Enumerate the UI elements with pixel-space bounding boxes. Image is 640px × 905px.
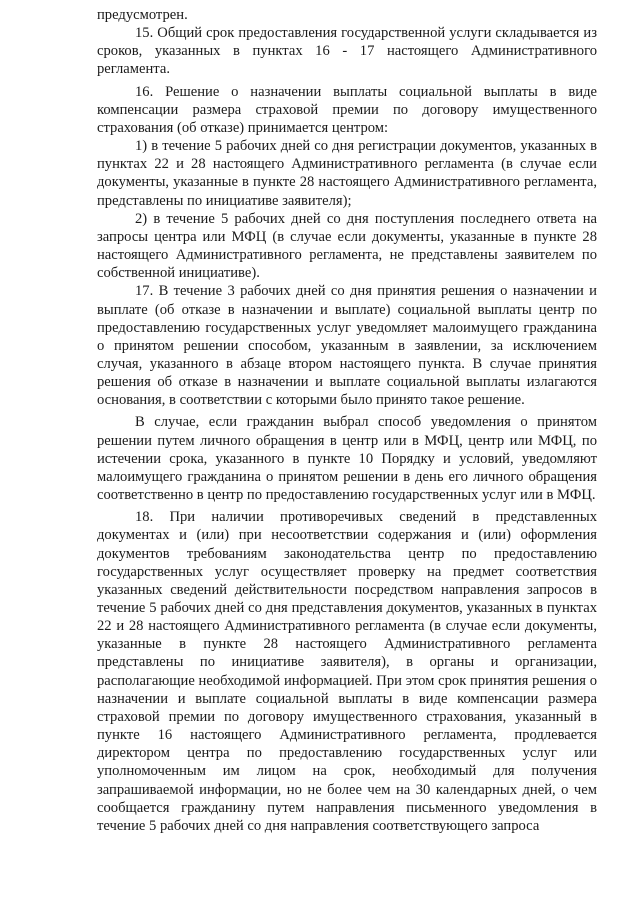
paragraph-item-16-subitem-2: 2) в течение 5 рабочих дней со дня поступления последнего ответа на запросы центра или МФЦ (в случае если документы, указанные в пункте 28 настоящего Административного регламента, не представлены заявителем по собственной инициативе). — [97, 210, 597, 282]
paragraph-item-17: 17. В течение 3 рабочих дней со дня принятия решения о назначении и выплате (об отказе в назначении и выплате) социальной выплаты центр по предоставлению государственных услуг уведомляет малоимущего гражданина о принятом решении способом, указанным в заявлении, за исключением случая, указанного в абзаце втором настоящего пункта. В случае принятия решения об отказе в назначении и выплате социальной выплаты излагаются основания, в соответствии с которыми было принято такое решение. — [97, 283, 597, 409]
document-page — [97, 6, 597, 835]
paragraph-continuation: предусмотрен. — [97, 7, 188, 23]
paragraph-item-16: 16. Решение о назначении выплаты социальной выплаты в виде компенсации размера страховой премии по договору имущественного страхования (об отказе) принимается центром: — [97, 83, 597, 136]
paragraph-item-17-second: В случае, если гражданин выбрал способ уведомления о принятом решении путем личного обращения в центр или в МФЦ, центр или МФЦ, по истечении срока, указанного в пункте 10 Порядку и условий, уведомляют малоимущего гражданина о принятом решении в день его личного обращения соответственно в центр по предоставлению государственных услуг или в МФЦ. — [97, 414, 597, 504]
paragraph-item-16-subitem-1: 1) в течение 5 рабочих дней со дня регистрации документов, указанных в пунктах 22 и 28 настоящего Административного регламента (в случае если документы, указанные в пункте 28 настоящего Административного регламента, представлены по инициативе заявителя); — [97, 138, 597, 209]
paragraph-item-18: 18. При наличии противоречивых сведений в представленных документах и (или) при несоответствии содержания и (или) оформления документов требованиям законодательства центр по предоставлению государственных услуг осуществляет проверку на предмет соответствия указанных сведений действительности посредством направления запросов в течение 5 рабочих дней со дня представления документов, указанных в пунктах 22 и 28 настоящего Административного регламента (в случае если документы, указанные в пункте 28 настоящего Административного регламента представлены по инициативе заявителя), в органы и организации, располагающие необходимой информацией. При этом срок принятия решения о назначении и выплате социальной выплаты в виде компенсации размера страховой премии по договору имущественного страхования, указанный в пункте 16 настоящего Административного регламента, продлевается директором центра по предоставлению государственных услуг или уполномоченным им лицом на срок, необходимый для получения запрашиваемой информации, но не более чем на 30 календарных дней, о чем сообщается гражданину путем направления письменного уведомления в течение 5 рабочих дней со дня направления соответствующего запроса — [97, 509, 597, 834]
paragraph-item-15: 15. Общий срок предоставления государственной услуги складывается из сроков, указанных в пунктах 16 - 17 настоящего Административного регламента. — [97, 25, 597, 78]
